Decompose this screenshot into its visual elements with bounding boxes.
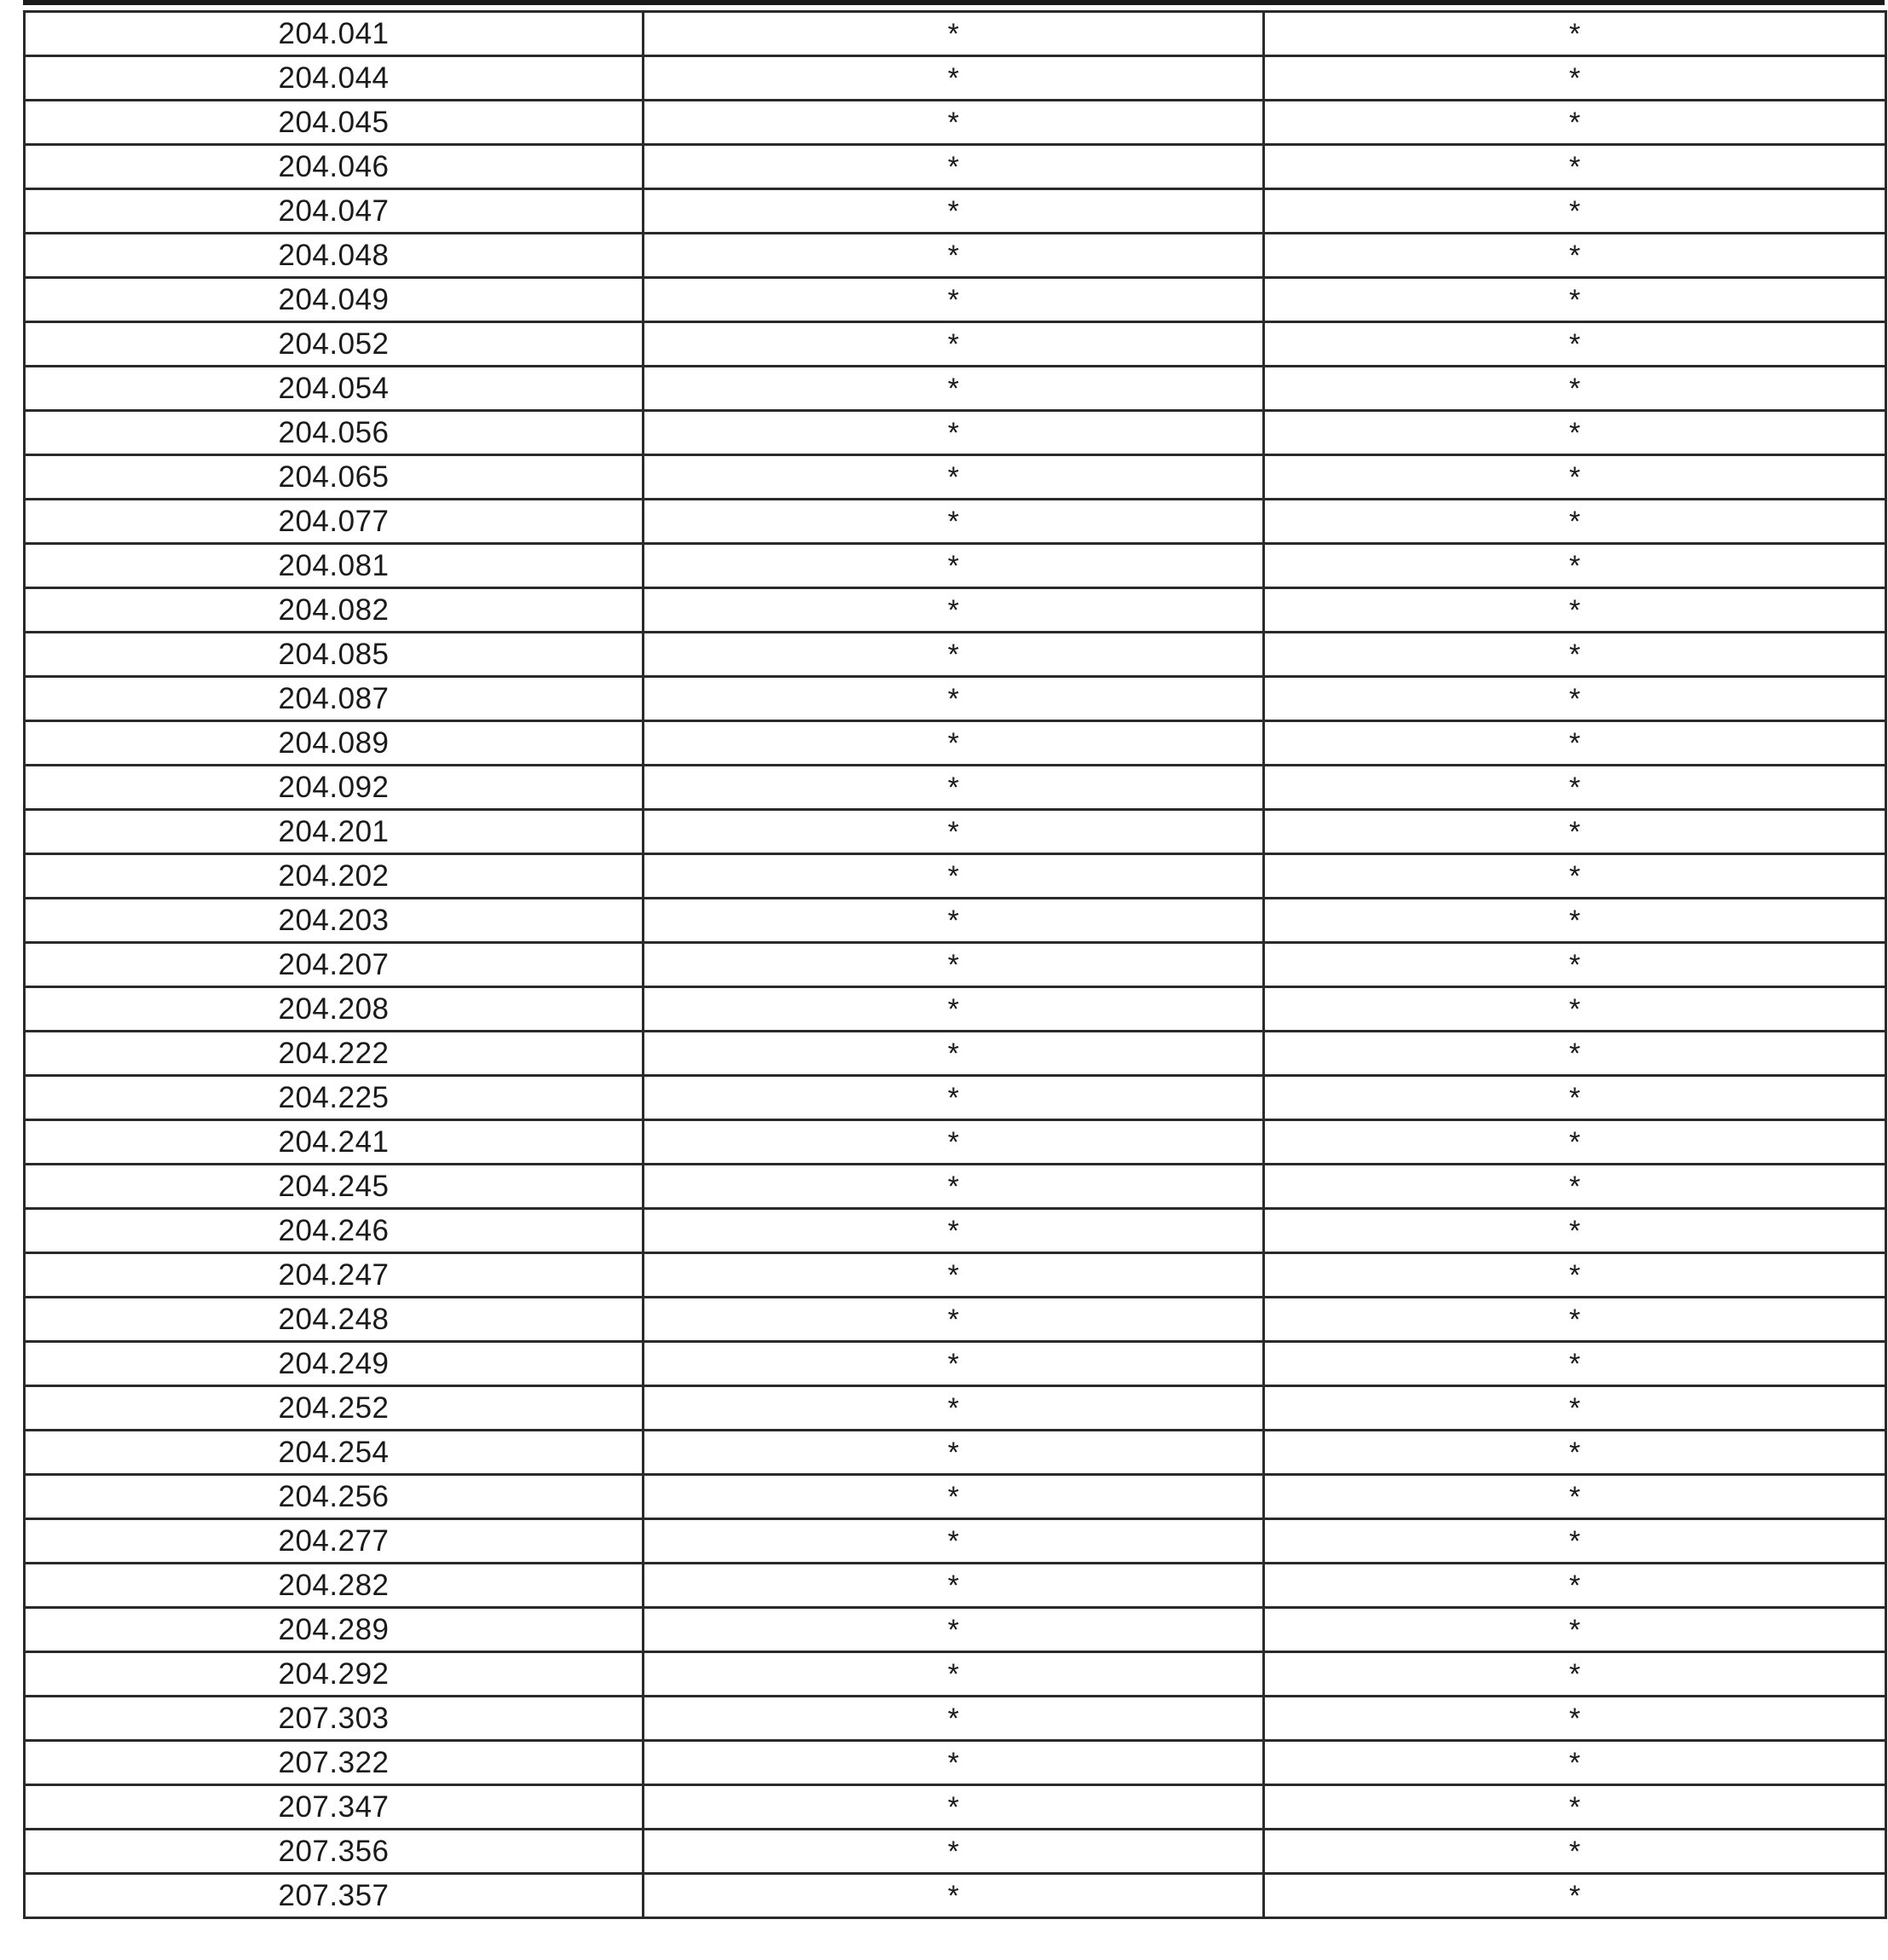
asterisk-cell: *: [1264, 1475, 1886, 1519]
asterisk-cell: *: [1264, 766, 1886, 810]
table-row: [25, 1830, 1886, 1874]
asterisk-cell: *: [1264, 810, 1886, 854]
table-row: [25, 1431, 1886, 1475]
asterisk-cell: *: [1264, 943, 1886, 987]
asterisk-cell: *: [644, 1475, 1264, 1519]
asterisk-cell: *: [1264, 721, 1886, 766]
code-cell: 207.356: [25, 1830, 644, 1874]
code-cell: 204.222: [25, 1032, 644, 1076]
asterisk-cell: *: [1264, 1608, 1886, 1652]
table-row: [25, 278, 1886, 322]
code-cell: 204.247: [25, 1253, 644, 1298]
asterisk-cell: *: [1264, 145, 1886, 189]
asterisk-cell: *: [1264, 322, 1886, 367]
asterisk-cell: *: [644, 987, 1264, 1032]
table-row: [25, 56, 1886, 101]
asterisk-cell: *: [644, 854, 1264, 899]
asterisk-cell: *: [644, 544, 1264, 588]
asterisk-cell: *: [1264, 987, 1886, 1032]
table-row: [25, 12, 1886, 56]
code-cell: 204.082: [25, 588, 644, 633]
asterisk-cell: *: [644, 677, 1264, 721]
code-cell: 204.052: [25, 322, 644, 367]
table-row: [25, 588, 1886, 633]
asterisk-cell: *: [644, 1608, 1264, 1652]
table-row: [25, 1741, 1886, 1785]
table-row: [25, 943, 1886, 987]
asterisk-cell: *: [644, 1120, 1264, 1165]
code-cell: 204.087: [25, 677, 644, 721]
asterisk-cell: *: [1264, 633, 1886, 677]
table-row: [25, 411, 1886, 455]
table-row: [25, 1253, 1886, 1298]
asterisk-cell: *: [1264, 1652, 1886, 1697]
code-cell: 204.277: [25, 1519, 644, 1564]
asterisk-cell: *: [644, 721, 1264, 766]
asterisk-cell: *: [644, 145, 1264, 189]
asterisk-cell: *: [644, 500, 1264, 544]
code-cell: 204.048: [25, 234, 644, 278]
asterisk-cell: *: [1264, 677, 1886, 721]
asterisk-cell: *: [1264, 1830, 1886, 1874]
table-row: [25, 101, 1886, 145]
asterisk-cell: *: [1264, 189, 1886, 234]
table-row: [25, 1519, 1886, 1564]
asterisk-cell: *: [644, 588, 1264, 633]
code-cell: 204.092: [25, 766, 644, 810]
table-row: [25, 1874, 1886, 1918]
asterisk-cell: *: [644, 810, 1264, 854]
table-row: [25, 1652, 1886, 1697]
code-cell: 204.289: [25, 1608, 644, 1652]
code-cell: 204.254: [25, 1431, 644, 1475]
table-row: [25, 1076, 1886, 1120]
code-cell: 204.245: [25, 1165, 644, 1209]
asterisk-cell: *: [644, 1830, 1264, 1874]
asterisk-cell: *: [644, 1165, 1264, 1209]
asterisk-cell: *: [1264, 1519, 1886, 1564]
table-row: [25, 1032, 1886, 1076]
asterisk-cell: *: [644, 899, 1264, 943]
asterisk-cell: *: [644, 1209, 1264, 1253]
asterisk-cell: *: [1264, 1874, 1886, 1918]
code-cell: 204.044: [25, 56, 644, 101]
code-cell: 204.246: [25, 1209, 644, 1253]
asterisk-cell: *: [644, 12, 1264, 56]
code-cell: 204.056: [25, 411, 644, 455]
code-cell: 204.252: [25, 1386, 644, 1431]
table-row: [25, 455, 1886, 500]
code-cell: 204.201: [25, 810, 644, 854]
code-cell: 204.045: [25, 101, 644, 145]
table-row: [25, 1475, 1886, 1519]
code-cell: 204.208: [25, 987, 644, 1032]
asterisk-cell: *: [1264, 854, 1886, 899]
asterisk-cell: *: [1264, 1342, 1886, 1386]
asterisk-cell: *: [644, 1697, 1264, 1741]
asterisk-cell: *: [644, 101, 1264, 145]
asterisk-cell: *: [644, 1741, 1264, 1785]
asterisk-cell: *: [644, 1342, 1264, 1386]
code-cell: 204.256: [25, 1475, 644, 1519]
table-body: [25, 12, 1886, 1918]
table-row: [25, 1298, 1886, 1342]
asterisk-cell: *: [1264, 588, 1886, 633]
code-cell: 204.089: [25, 721, 644, 766]
asterisk-cell: *: [1264, 101, 1886, 145]
table-row: [25, 1608, 1886, 1652]
asterisk-cell: *: [644, 1785, 1264, 1830]
code-cell: 204.046: [25, 145, 644, 189]
code-cell: 204.081: [25, 544, 644, 588]
asterisk-cell: *: [1264, 1697, 1886, 1741]
asterisk-cell: *: [1264, 367, 1886, 411]
asterisk-cell: *: [1264, 1564, 1886, 1608]
table-row: [25, 1342, 1886, 1386]
code-cell: 204.047: [25, 189, 644, 234]
asterisk-cell: *: [1264, 544, 1886, 588]
table-row: [25, 1120, 1886, 1165]
table-row: [25, 544, 1886, 588]
table-row: [25, 500, 1886, 544]
table-row: [25, 766, 1886, 810]
table-row: [25, 899, 1886, 943]
code-cell: 204.249: [25, 1342, 644, 1386]
asterisk-cell: *: [644, 367, 1264, 411]
table-row: [25, 1386, 1886, 1431]
asterisk-cell: *: [644, 1253, 1264, 1298]
table-row: [25, 367, 1886, 411]
asterisk-cell: *: [644, 56, 1264, 101]
asterisk-cell: *: [1264, 278, 1886, 322]
code-cell: 204.282: [25, 1564, 644, 1608]
asterisk-cell: *: [1264, 455, 1886, 500]
asterisk-cell: *: [644, 943, 1264, 987]
code-cell: 204.049: [25, 278, 644, 322]
asterisk-cell: *: [644, 411, 1264, 455]
asterisk-cell: *: [644, 455, 1264, 500]
code-cell: 204.085: [25, 633, 644, 677]
asterisk-cell: *: [1264, 1253, 1886, 1298]
table-row: [25, 633, 1886, 677]
asterisk-cell: *: [644, 189, 1264, 234]
asterisk-cell: *: [644, 322, 1264, 367]
asterisk-cell: *: [644, 633, 1264, 677]
asterisk-cell: *: [1264, 1785, 1886, 1830]
table-row: [25, 677, 1886, 721]
code-cell: 207.322: [25, 1741, 644, 1785]
asterisk-cell: *: [1264, 56, 1886, 101]
table-row: [25, 1697, 1886, 1741]
asterisk-cell: *: [1264, 1386, 1886, 1431]
table-row: [25, 810, 1886, 854]
table-row: [25, 1209, 1886, 1253]
code-cell: 204.065: [25, 455, 644, 500]
data-table: [23, 10, 1887, 1919]
code-cell: 204.077: [25, 500, 644, 544]
table-row: [25, 1785, 1886, 1830]
asterisk-cell: *: [1264, 411, 1886, 455]
asterisk-cell: *: [644, 1431, 1264, 1475]
table-row: [25, 322, 1886, 367]
asterisk-cell: *: [644, 1519, 1264, 1564]
asterisk-cell: *: [1264, 1076, 1886, 1120]
table-row: [25, 1165, 1886, 1209]
asterisk-cell: *: [1264, 899, 1886, 943]
code-cell: 204.248: [25, 1298, 644, 1342]
asterisk-cell: *: [644, 1652, 1264, 1697]
table-row: [25, 987, 1886, 1032]
code-cell: 204.241: [25, 1120, 644, 1165]
code-cell: 204.207: [25, 943, 644, 987]
table-row: [25, 234, 1886, 278]
asterisk-cell: *: [644, 766, 1264, 810]
asterisk-cell: *: [644, 1874, 1264, 1918]
table-row: [25, 145, 1886, 189]
table-row: [25, 854, 1886, 899]
asterisk-cell: *: [644, 1564, 1264, 1608]
table-row: [25, 189, 1886, 234]
asterisk-cell: *: [1264, 1165, 1886, 1209]
asterisk-cell: *: [1264, 234, 1886, 278]
asterisk-cell: *: [644, 1032, 1264, 1076]
code-cell: 204.203: [25, 899, 644, 943]
asterisk-cell: *: [1264, 1209, 1886, 1253]
asterisk-cell: *: [1264, 12, 1886, 56]
asterisk-cell: *: [644, 278, 1264, 322]
asterisk-cell: *: [644, 234, 1264, 278]
asterisk-cell: *: [1264, 1431, 1886, 1475]
code-cell: 204.292: [25, 1652, 644, 1697]
code-cell: 207.357: [25, 1874, 644, 1918]
code-cell: 207.303: [25, 1697, 644, 1741]
top-rule: [23, 0, 1885, 5]
asterisk-cell: *: [644, 1076, 1264, 1120]
asterisk-cell: *: [1264, 1298, 1886, 1342]
asterisk-cell: *: [644, 1386, 1264, 1431]
asterisk-cell: *: [644, 1298, 1264, 1342]
code-cell: 207.347: [25, 1785, 644, 1830]
code-cell: 204.202: [25, 854, 644, 899]
asterisk-cell: *: [1264, 1120, 1886, 1165]
asterisk-cell: *: [1264, 500, 1886, 544]
code-cell: 204.041: [25, 12, 644, 56]
code-cell: 204.225: [25, 1076, 644, 1120]
table-row: [25, 1564, 1886, 1608]
table-row: [25, 721, 1886, 766]
code-cell: 204.054: [25, 367, 644, 411]
asterisk-cell: *: [1264, 1741, 1886, 1785]
asterisk-cell: *: [1264, 1032, 1886, 1076]
